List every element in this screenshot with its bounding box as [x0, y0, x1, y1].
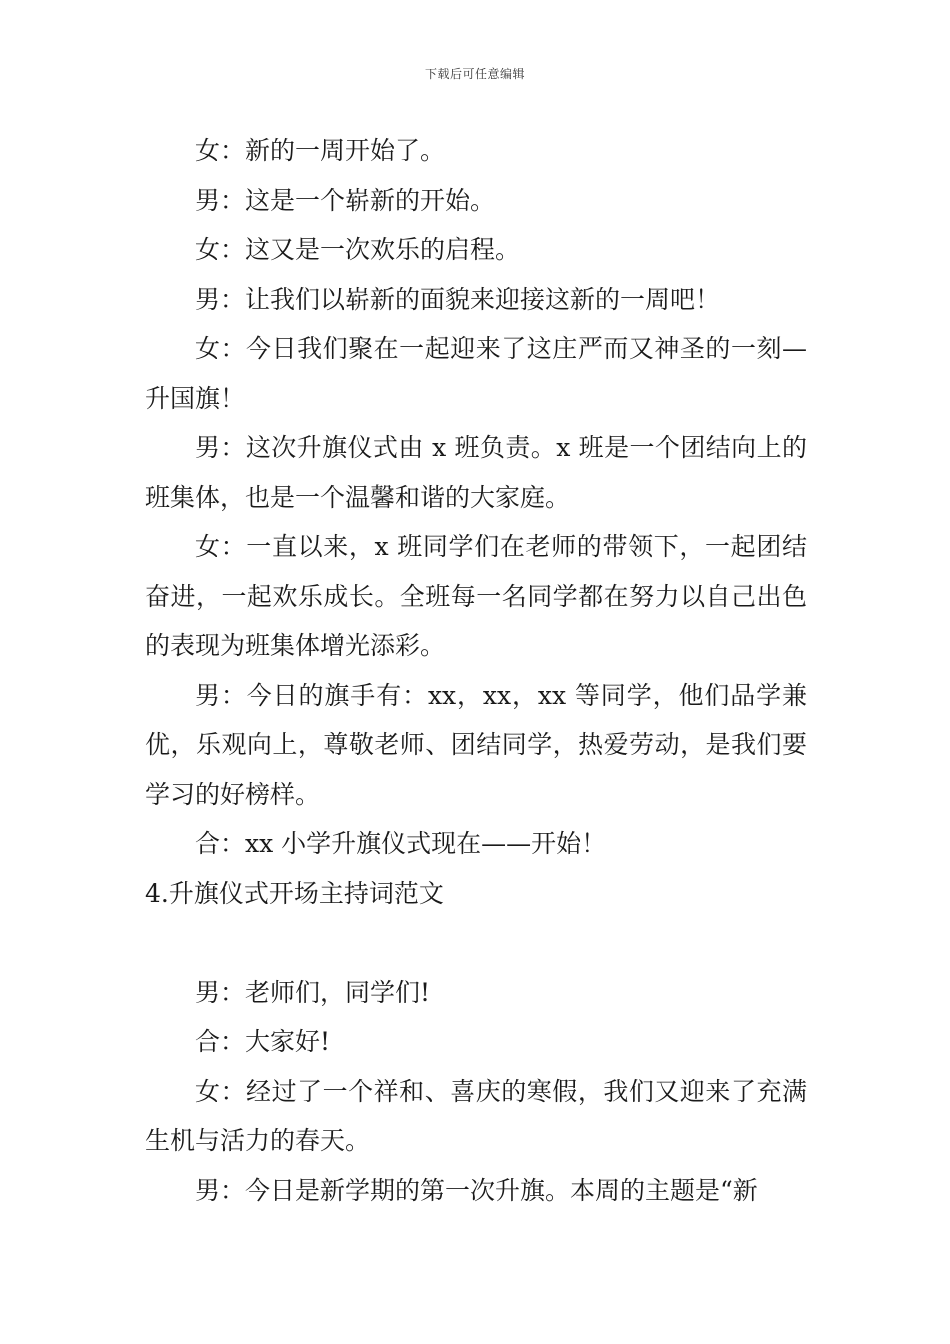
paragraph: 男：这次升旗仪式由 x 班负责。x 班是一个团结向上的班集体，也是一个温馨和谐的大家庭。	[145, 433, 807, 512]
paragraph: 男：让我们以崭新的面貌来迎接这新的一周吧！	[195, 284, 721, 314]
paragraph: 女：新的一周开始了。	[195, 136, 446, 165]
paragraph: 男：今日的旗手有：xx，xx，xx 等同学，他们品学兼优，乐观向上，尊敬老师、团结同学，热爱劳动，是我们要学习的好榜样。	[145, 680, 807, 809]
page-header: 下载后可任意编辑	[424, 67, 525, 81]
document-body	[145, 126, 807, 1215]
blank-line	[145, 918, 807, 968]
paragraph: 男：老师们，同学们!	[195, 977, 431, 1007]
paragraph: 女：这又是一次欢乐的启程。	[195, 235, 521, 264]
paragraph: 合：xx 小学升旗仪式现在——开始！	[195, 829, 607, 858]
paragraph: 男：这是一个崭新的开始。	[195, 185, 496, 215]
paragraph: 女：经过了一个祥和、喜庆的寒假，我们又迎来了充满生机与活力的春天。	[145, 1076, 807, 1155]
paragraph: 男：今日是新学期的第一次升旗。本周的主题是“新	[195, 1175, 758, 1205]
paragraph: 合：大家好!	[195, 1027, 331, 1056]
paragraph: 女：一直以来，x 班同学们在老师的带领下，一起团结奋进，一起欢乐成长。全班每一名同学都在努力以自己出色的表现为班集体增光添彩。	[145, 532, 807, 660]
paragraph: 女：今日我们聚在一起迎来了这庄严而又神圣的一刻—升国旗！	[145, 334, 807, 413]
section-heading: 4.升旗仪式开场主持词范文	[145, 878, 444, 908]
